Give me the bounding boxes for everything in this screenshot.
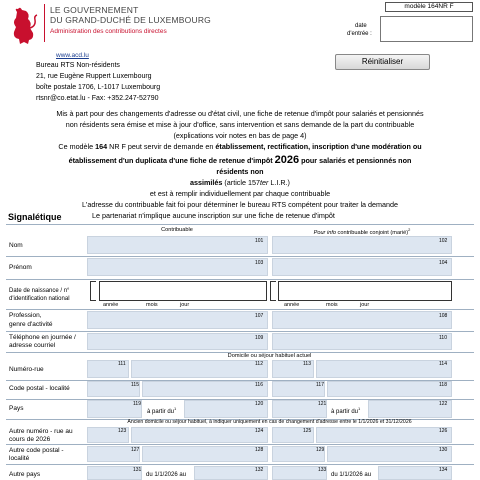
- field-num-114: 114: [439, 361, 447, 367]
- dob-jour-label: jour: [180, 302, 190, 308]
- dob-mois-label: mois: [146, 302, 158, 308]
- reset-button-label: Réinitialiser: [361, 57, 404, 66]
- dob-annee-label: année: [103, 302, 119, 308]
- col-header-spouse-a: Pour info: [313, 229, 336, 236]
- org-name-line1: LE GOUVERNEMENT: [50, 5, 139, 15]
- telephone-field[interactable]: [87, 333, 268, 350]
- a-partir-du-label: [147, 405, 176, 416]
- spouse-a-partir-du-text: à partir du: [331, 409, 359, 415]
- a-partir-du-text: à partir du: [147, 409, 175, 415]
- org-name-line3: Administration des contributions directes: [50, 28, 167, 35]
- profession-field[interactable]: [87, 311, 268, 329]
- intro-p2-c: établissement, rectification, inscription d'une modération ou: [215, 142, 422, 151]
- field-num-127: 127: [131, 447, 140, 453]
- label-autre-cp-line2: localité: [9, 455, 30, 462]
- spouse-dob-field[interactable]: [278, 281, 452, 301]
- field-num-108: 108: [439, 313, 448, 319]
- dob-field[interactable]: [99, 281, 267, 301]
- divider: [6, 464, 474, 465]
- form-code-box: [385, 2, 473, 12]
- spouse-dob-field-left-bracket: [270, 281, 276, 301]
- label-nom: Nom: [9, 242, 23, 249]
- field-num-126: 126: [439, 428, 448, 434]
- label-dob-line1: Date de naissance / n°: [9, 288, 70, 294]
- intro-p3-a: établissement d'un duplicata d'une fiche de retenue d'impôt: [68, 156, 275, 165]
- partnership-note: Le partenariat n'implique aucune inscription sur une fiche de retenue d'impôt: [92, 211, 335, 220]
- spouse-localite-field[interactable]: [327, 381, 452, 397]
- spouse-autre-localite-field[interactable]: [327, 446, 452, 462]
- date-entry-box: [380, 16, 473, 42]
- autre-rue-field[interactable]: [131, 427, 268, 443]
- divider: [6, 331, 474, 332]
- label-dob-line2: d'identification national: [9, 296, 70, 302]
- spouse-prenom-field[interactable]: [272, 258, 452, 276]
- field-num-124: 124: [255, 428, 264, 434]
- field-num-117: 117: [316, 382, 324, 388]
- label-profession-line1: Profession,: [9, 312, 42, 319]
- field-num-125: 125: [303, 428, 312, 434]
- date-label-2: d'entrée :: [347, 31, 372, 37]
- address-line1: Bureau RTS Non-résidents: [36, 62, 120, 69]
- intro-p3-b: pour salariés et pensionnés non: [299, 156, 412, 165]
- field-num-103: 103: [255, 260, 264, 266]
- field-num-102: 102: [439, 238, 448, 244]
- field-num-116: 116: [255, 382, 263, 388]
- label-autre-numero-line1: Autre numéro - rue au: [9, 428, 73, 435]
- spouse-nom-field[interactable]: [272, 236, 452, 254]
- field-num-130: 130: [439, 447, 448, 453]
- field-num-113: 113: [303, 361, 311, 367]
- spouse-a-partir-du-sup: 1: [358, 406, 361, 411]
- intro-line7: [0, 179, 480, 187]
- field-num-131: 131: [133, 467, 142, 473]
- intro-p2-code: 164: [95, 142, 108, 151]
- field-num-111: 111: [118, 361, 126, 367]
- field-num-128: 128: [255, 447, 264, 453]
- dob-field-left-bracket: [90, 281, 96, 301]
- address-line3: boîte postale 1706, L-1017 Luxembourg: [36, 84, 161, 91]
- field-num-109: 109: [255, 335, 264, 341]
- label-prenom: Prénom: [9, 264, 32, 271]
- field-num-134: 134: [439, 467, 448, 473]
- intro-line3: (explications voir notes en bas de page 4): [173, 131, 307, 140]
- reset-button[interactable]: [335, 54, 430, 70]
- divider: [6, 309, 474, 310]
- divider: [6, 256, 474, 257]
- form-code: modèle 164NR F: [404, 3, 454, 10]
- autre-localite-field[interactable]: [142, 446, 268, 462]
- du-au-label: du 1/1/2026 au: [146, 472, 187, 478]
- domicile-header: Domicile ou séjour habituel actuel: [227, 353, 312, 359]
- spouse-dob-jour-label: jour: [360, 302, 370, 308]
- field-num-115: 115: [131, 382, 139, 388]
- intro-p2-b: NR F peut servir de demande en: [107, 142, 216, 151]
- spouse-rue-field[interactable]: [316, 360, 452, 378]
- divider: [6, 279, 474, 280]
- divider: [6, 444, 474, 445]
- field-num-120: 120: [255, 401, 264, 407]
- intro-line1: Mis à part pour des changements d'adresse ou d'état civil, une fiche de retenue d'impôt pour salariés et pensionnés: [56, 109, 424, 118]
- ancien-domicile-header: Ancien domicile ou séjour habituel, à indiquer uniquement en cas de changement d'adresse entre le 1/1/2026 et 31/12/2026: [127, 419, 412, 425]
- field-num-122: 122: [439, 401, 448, 407]
- a-partir-du-sup: 1: [174, 406, 177, 411]
- intro-line5: [0, 156, 480, 165]
- field-num-118: 118: [439, 382, 447, 388]
- label-telephone-line1: Téléphone en journée /: [9, 334, 76, 341]
- intro-p4-b: (article 157: [222, 178, 260, 187]
- nom-field[interactable]: [87, 236, 268, 254]
- intro-p2-a: Ce modèle: [58, 142, 96, 151]
- intro-p4-a: assimilés: [190, 178, 223, 187]
- field-num-112: 112: [255, 361, 263, 367]
- field-num-133: 133: [318, 467, 327, 473]
- intro-p4-ter: ter: [259, 178, 269, 187]
- intro-line4: [0, 143, 480, 151]
- field-num-107: 107: [255, 313, 264, 319]
- section-title: Signalétique: [8, 212, 62, 222]
- intro-line6: [0, 168, 480, 176]
- logo-divider: [44, 4, 45, 42]
- field-num-104: 104: [439, 260, 448, 266]
- field-num-123: 123: [118, 428, 127, 434]
- label-autre-numero-line2: cours de 2026: [9, 436, 51, 443]
- prenom-field[interactable]: [87, 258, 268, 276]
- spouse-autre-rue-field[interactable]: [316, 427, 452, 443]
- label-pays: Pays: [9, 405, 24, 412]
- divider: [6, 224, 474, 225]
- field-num-119: 119: [133, 401, 141, 407]
- rue-field[interactable]: [131, 360, 268, 378]
- field-num-110: 110: [439, 335, 447, 341]
- spouse-du-au-label: du 1/1/2026 au: [331, 472, 372, 478]
- government-logo: [8, 6, 38, 46]
- col-header-spouse-b: contribuable conjoint (marié): [336, 229, 409, 236]
- field-num-101: 101: [255, 238, 264, 244]
- address-line4: rtsnr@co.etat.lu - Fax: +352.247-52790: [36, 95, 159, 102]
- label-numero-rue: Numéro-rue: [9, 366, 44, 373]
- intro-line9: L'adresse du contribuable fait foi pour déterminer le bureau RTS compétent pour traiter la demande: [81, 200, 399, 209]
- localite-field[interactable]: [142, 381, 268, 397]
- label-cp-localite: Code postal - localité: [9, 385, 70, 392]
- col-header-taxpayer: Contribuable: [161, 227, 193, 233]
- intro-line8: et est à remplir individuellement par chaque contribuable: [149, 189, 331, 198]
- field-num-129: 129: [316, 447, 325, 453]
- spouse-telephone-field[interactable]: [272, 333, 452, 350]
- intro-p3-c: résidents non: [216, 167, 264, 176]
- spouse-dob-annee-label: année: [284, 302, 300, 308]
- label-profession-line2: genre d'activité: [9, 321, 53, 328]
- spouse-profession-field[interactable]: [272, 311, 452, 329]
- field-num-132: 132: [255, 467, 264, 473]
- intro-p4-c: L.I.R.): [268, 178, 290, 187]
- label-autre-pays: Autre pays: [9, 471, 41, 478]
- spouse-a-partir-du-label: [331, 405, 360, 416]
- address-line2: 21, rue Eugène Ruppert Luxembourg: [36, 73, 152, 80]
- field-num-121: 121: [318, 401, 327, 407]
- date-label-1: date: [355, 23, 367, 29]
- label-autre-cp-line1: Autre code postal -: [9, 447, 64, 454]
- website-link[interactable]: www.acd.lu: [56, 52, 89, 59]
- intro-line2: non résidents sera émise et mise à jour d'office, sans intervention et sans demande de la part du contribuable: [65, 120, 415, 129]
- col-header-spouse: [272, 227, 452, 236]
- lion-emblem-icon: [8, 6, 38, 46]
- intro-p3-year: 2026: [274, 154, 300, 166]
- label-telephone-line2: adresse courriel: [9, 342, 56, 349]
- col-header-spouse-sup: 2: [408, 227, 411, 232]
- org-name-line2: DU GRAND-DUCHÉ DE LUXEMBOURG: [50, 15, 211, 25]
- spouse-dob-mois-label: mois: [326, 302, 338, 308]
